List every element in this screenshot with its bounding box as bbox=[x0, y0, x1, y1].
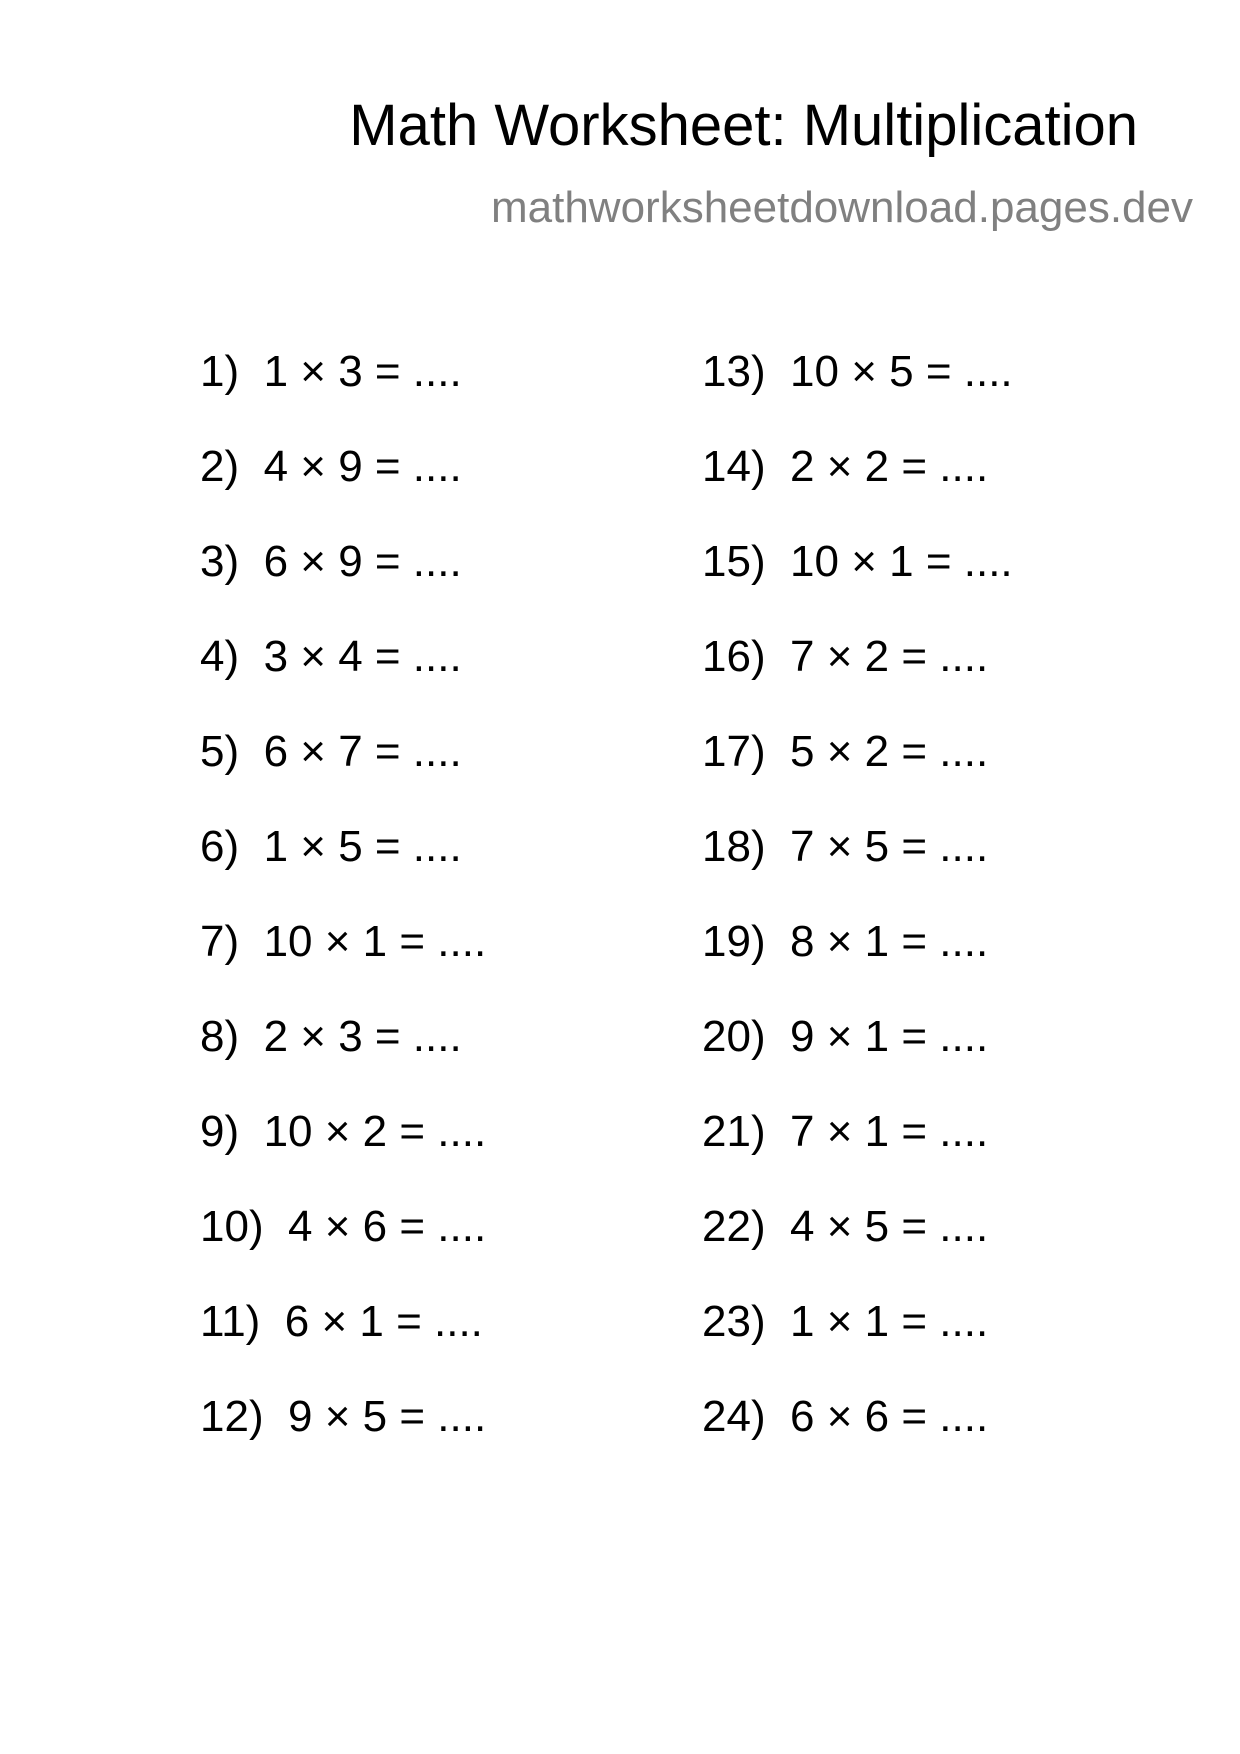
site-url: mathworksheetdownload.pages.dev bbox=[490, 183, 1193, 232]
problem-8: 8) 2 × 3 = .... bbox=[200, 1012, 462, 1061]
problem-9: 9) 10 × 2 = .... bbox=[200, 1107, 487, 1156]
problem-22: 22) 4 × 5 = .... bbox=[702, 1202, 989, 1251]
problem-4: 4) 3 × 4 = .... bbox=[200, 632, 462, 681]
worksheet-title: Math Worksheet: Multiplication bbox=[349, 93, 1138, 158]
problem-23: 23) 1 × 1 = .... bbox=[702, 1297, 989, 1346]
problem-2: 2) 4 × 9 = .... bbox=[200, 442, 462, 491]
problem-19: 19) 8 × 1 = .... bbox=[702, 917, 989, 966]
problem-list bbox=[200, 347, 1100, 1490]
problem-18: 18) 7 × 5 = .... bbox=[702, 822, 989, 871]
problem-13: 13) 10 × 5 = .... bbox=[702, 347, 1013, 396]
problem-21: 21) 7 × 1 = .... bbox=[702, 1107, 989, 1156]
problem-12: 12) 9 × 5 = .... bbox=[200, 1392, 487, 1441]
problem-14: 14) 2 × 2 = .... bbox=[702, 442, 989, 491]
problem-17: 17) 5 × 2 = .... bbox=[702, 727, 989, 776]
problem-6: 6) 1 × 5 = .... bbox=[200, 822, 462, 871]
problem-1: 1) 1 × 3 = .... bbox=[200, 347, 462, 396]
problem-3: 3) 6 × 9 = .... bbox=[200, 537, 462, 586]
problem-5: 5) 6 × 7 = .... bbox=[200, 727, 462, 776]
problem-10: 10) 4 × 6 = .... bbox=[200, 1202, 487, 1251]
problem-16: 16) 7 × 2 = .... bbox=[702, 632, 989, 681]
problem-20: 20) 9 × 1 = .... bbox=[702, 1012, 989, 1061]
problem-11: 11) 6 × 1 = .... bbox=[200, 1297, 483, 1346]
problem-7: 7) 10 × 1 = .... bbox=[200, 917, 487, 966]
problem-15: 15) 10 × 1 = .... bbox=[702, 537, 1013, 586]
problem-24: 24) 6 × 6 = .... bbox=[702, 1392, 989, 1441]
